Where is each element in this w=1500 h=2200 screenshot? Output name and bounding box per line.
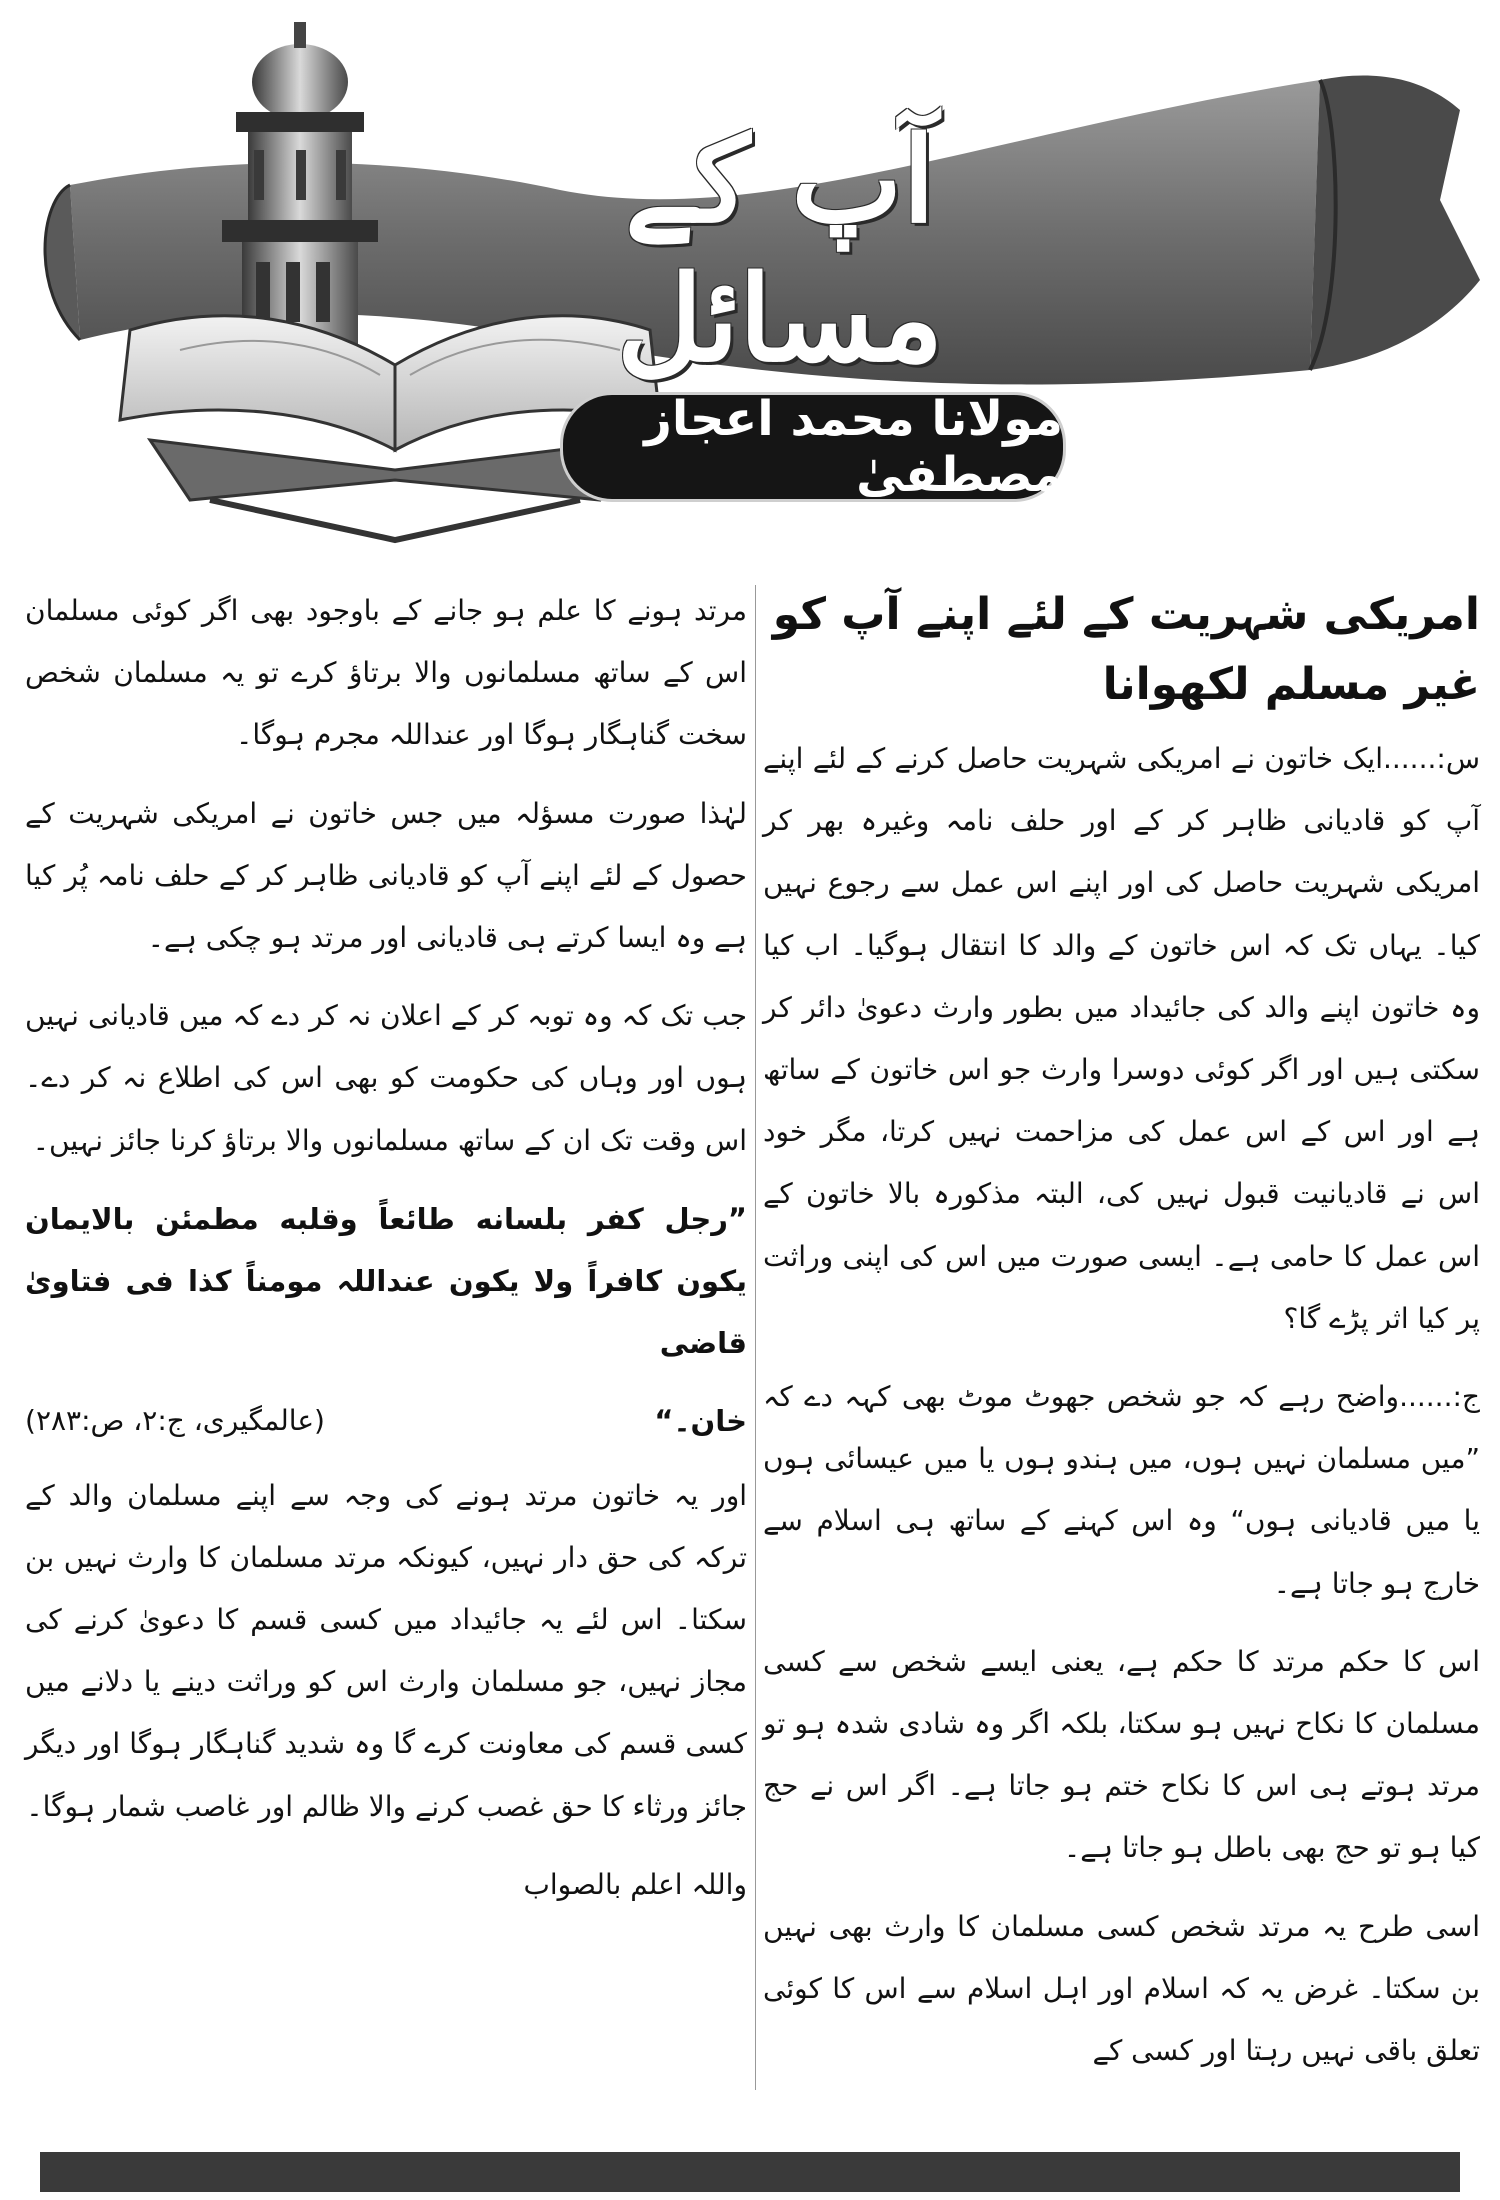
arabic-quote-end: خان۔“ xyxy=(654,1404,747,1439)
answer-paragraph-3: اسی طرح یہ مرتد شخص کسی مسلمان کا وارث بھی نہیں بن سکتا۔ غرض یہ کہ اسلام اور اہل اسلام سے اس کا کوئی تعلق باقی نہیں رہتا اور کسی کے xyxy=(763,1909,1480,2068)
left-column xyxy=(25,580,747,1916)
footer-bar xyxy=(40,2152,1460,2192)
page-header xyxy=(0,0,1500,560)
answer-paragraph-2: اس کا حکم مرتد کا حکم ہے، یعنی ایسے شخص سے کسی مسلمان کا نکاح نہیں ہو سکتا، بلکہ اگر وہ شادی شدہ ہو تو مرتد ہوتے ہی اس کا نکاح ختم ہو جاتا ہے۔ اگر اس نے حج کیا ہو تو حج بھی باطل ہو جاتا ہے۔ xyxy=(763,1644,1480,1865)
answer-paragraph-5: لہٰذا صورت مسؤلہ میں جس خاتون نے امریکی شہریت کے حصول کے لئے اپنے آپ کو قادیانی ظاہر کر کے حلف نامہ پُر کیا ہے وہ ایسا کرتے ہی قادیانی اور مرتد ہو چکی ہے۔ xyxy=(25,796,747,955)
closing-phrase: واللہ اعلم بالصواب xyxy=(523,1867,747,1901)
article-headline: امریکی شہریت کے لئے اپنے آپ کو غیر مسلم لکھوانا xyxy=(772,589,1480,710)
column-divider xyxy=(755,585,756,2090)
question-paragraph: س:......ایک خاتون نے امریکی شہریت حاصل کرنے کے لئے اپنے آپ کو قادیانی ظاہر کر کے اور حلف نامہ وغیرہ بھر کر امریکی شہریت حاصل کی اور اپنے اس عمل سے رجوع نہیں کیا۔ یہاں تک کہ اس خاتون کے والد کا انتقال ہوگیا۔ اب کیا وہ خاتون اپنے والد کی جائیداد میں بطور وارث دعویٰ دائر کر سکتی ہیں اور اگر کوئی دوسرا وارث جو اس خاتون کے ساتھ ہے اور اس کے اس عمل کی مزاحمت نہیں کرتا، مگر خود اس نے قادیانیت قبول نہیں کی، البتہ مذکورہ بالا خاتون کے اس عمل کا حامی ہے۔ ایسی صورت میں اس کی اپنی وراثت پر کیا اثر پڑے گا؟ xyxy=(763,742,1480,1335)
author-badge xyxy=(560,392,1066,502)
right-column xyxy=(763,580,1480,2098)
arabic-quote: ”رجل کفر بلسانه طائعاً وقلبه مطمئن بالایمان یکون کافراً ولا یکون عنداللہ مومناً کذا فی فتاویٰ قاضی xyxy=(25,1201,747,1361)
author-name: مولانا محمد اعجاز مصطفیٰ xyxy=(644,391,1063,503)
answer-paragraph-4: مرتد ہونے کا علم ہو جانے کے باوجود بھی اگر کوئی مسلمان اس کے ساتھ مسلمانوں والا برتاؤ کرے تو یہ مسلمان شخص سخت گناہگار ہوگا اور عنداللہ مجرم ہوگا۔ xyxy=(25,594,747,752)
citation-reference: (عالمگیری، ج:۲، ص:۲۸۳) xyxy=(25,1404,325,1438)
column-title: آپ کے مسائل xyxy=(616,110,944,388)
answer-paragraph-7: اور یہ خاتون مرتد ہونے کی وجہ سے اپنے مسلمان والد کے ترکہ کی حق دار نہیں، کیونکہ مرتد مسلمان کا وارث نہیں بن سکتا۔ اس لئے یہ جائیداد میں کسی قسم کا دعویٰ کرنے کی مجاز نہیں، جو مسلمان وارث اس کو وراثت دینے یا دلانے میں کسی قسم کی معاونت کرے گا وہ شدید گناہگار ہوگا اور دیگر جائز ورثاء کا حق غصب کرنے والا ظالم اور غاصب شمار ہوگا۔ xyxy=(25,1478,747,1823)
answer-paragraph-6: جب تک کہ وہ توبہ کر کے اعلان نہ کر دے کہ میں قادیانی نہیں ہوں اور وہاں کی حکومت کو بھی اس کی اطلاع نہ کر دے۔ اس وقت تک ان کے ساتھ مسلمانوں والا برتاؤ کرنا جائز نہیں۔ xyxy=(25,999,747,1157)
answer-paragraph-1: ج:......واضح رہے کہ جو شخص جھوٹ موٹ بھی کہہ دے کہ ”میں مسلمان نہیں ہوں، میں ہندو ہوں یا میں عیسائی ہوں یا میں قادیانی ہوں“ وہ اس کہنے کے ساتھ ہی اسلام سے خارج ہو جاتا ہے۔ xyxy=(763,1380,1480,1600)
citation-row xyxy=(25,1390,747,1452)
